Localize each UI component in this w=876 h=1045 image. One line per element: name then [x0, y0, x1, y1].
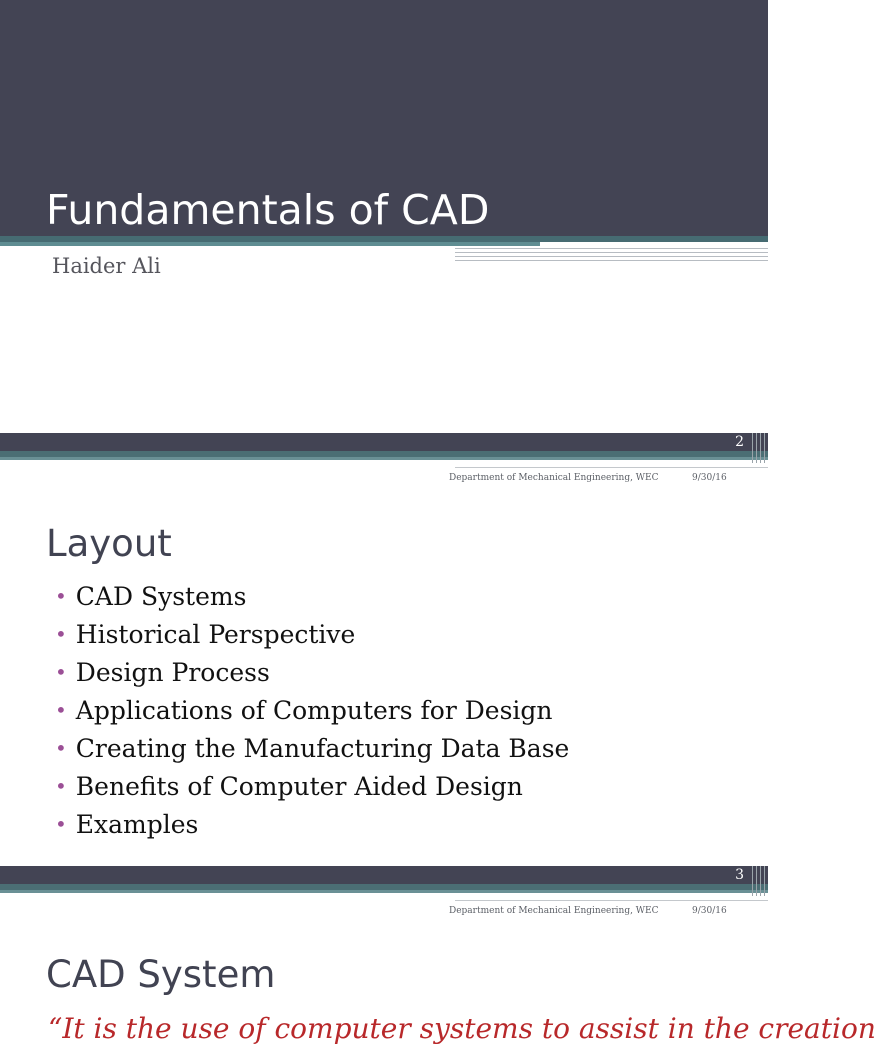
decorative-lines: [700, 866, 768, 896]
footer-date: 9/30/16: [692, 473, 727, 483]
slide-header-band: [0, 433, 768, 451]
bullet-dot: •: [55, 698, 67, 722]
bullet-dot: •: [55, 584, 67, 608]
bullet-list: [55, 581, 569, 847]
author-name: Haider Ali: [52, 254, 161, 278]
decorative-lines: [700, 433, 768, 463]
accent-stripe-light: [0, 890, 768, 893]
bullet-dot: •: [55, 622, 67, 646]
footer-department: Department of Mechanical Engineering, WEC: [449, 473, 659, 483]
bullet-dot: •: [55, 660, 67, 684]
decorative-lines: [455, 248, 768, 264]
list-item: • Benefits of Computer Aided Design: [55, 772, 523, 801]
list-item: • Historical Perspective: [55, 620, 356, 649]
slide-heading: CAD System: [46, 953, 276, 996]
definition-quote: “It is the use of computer systems to assist in the creation: [48, 1012, 876, 1045]
list-item: • Applications of Computers for Design: [55, 696, 553, 725]
list-item: • Creating the Manufacturing Data Base: [55, 734, 570, 763]
footer-date: 9/30/16: [692, 906, 727, 916]
list-item: • Examples: [55, 810, 199, 839]
footer-divider: [455, 900, 768, 901]
presentation-title: Fundamentals of CAD: [46, 186, 490, 234]
bullet-dot: •: [55, 812, 67, 836]
list-item: • Design Process: [55, 658, 270, 687]
accent-stripe-light: [0, 242, 540, 246]
bullet-dot: •: [55, 774, 67, 798]
slide-number: 2: [735, 434, 744, 450]
footer-divider: [455, 467, 768, 468]
bullet-dot: •: [55, 736, 67, 760]
footer-department: Department of Mechanical Engineering, WEC: [449, 906, 659, 916]
slide-number: 3: [735, 867, 744, 883]
list-item: • CAD Systems: [55, 582, 247, 611]
slide-header-band: [0, 866, 768, 884]
layout-slide: [0, 433, 768, 866]
accent-stripe-light: [0, 457, 768, 460]
slide-heading: Layout: [46, 522, 172, 565]
title-slide: [0, 0, 768, 433]
cad-system-slide: [0, 866, 876, 1045]
